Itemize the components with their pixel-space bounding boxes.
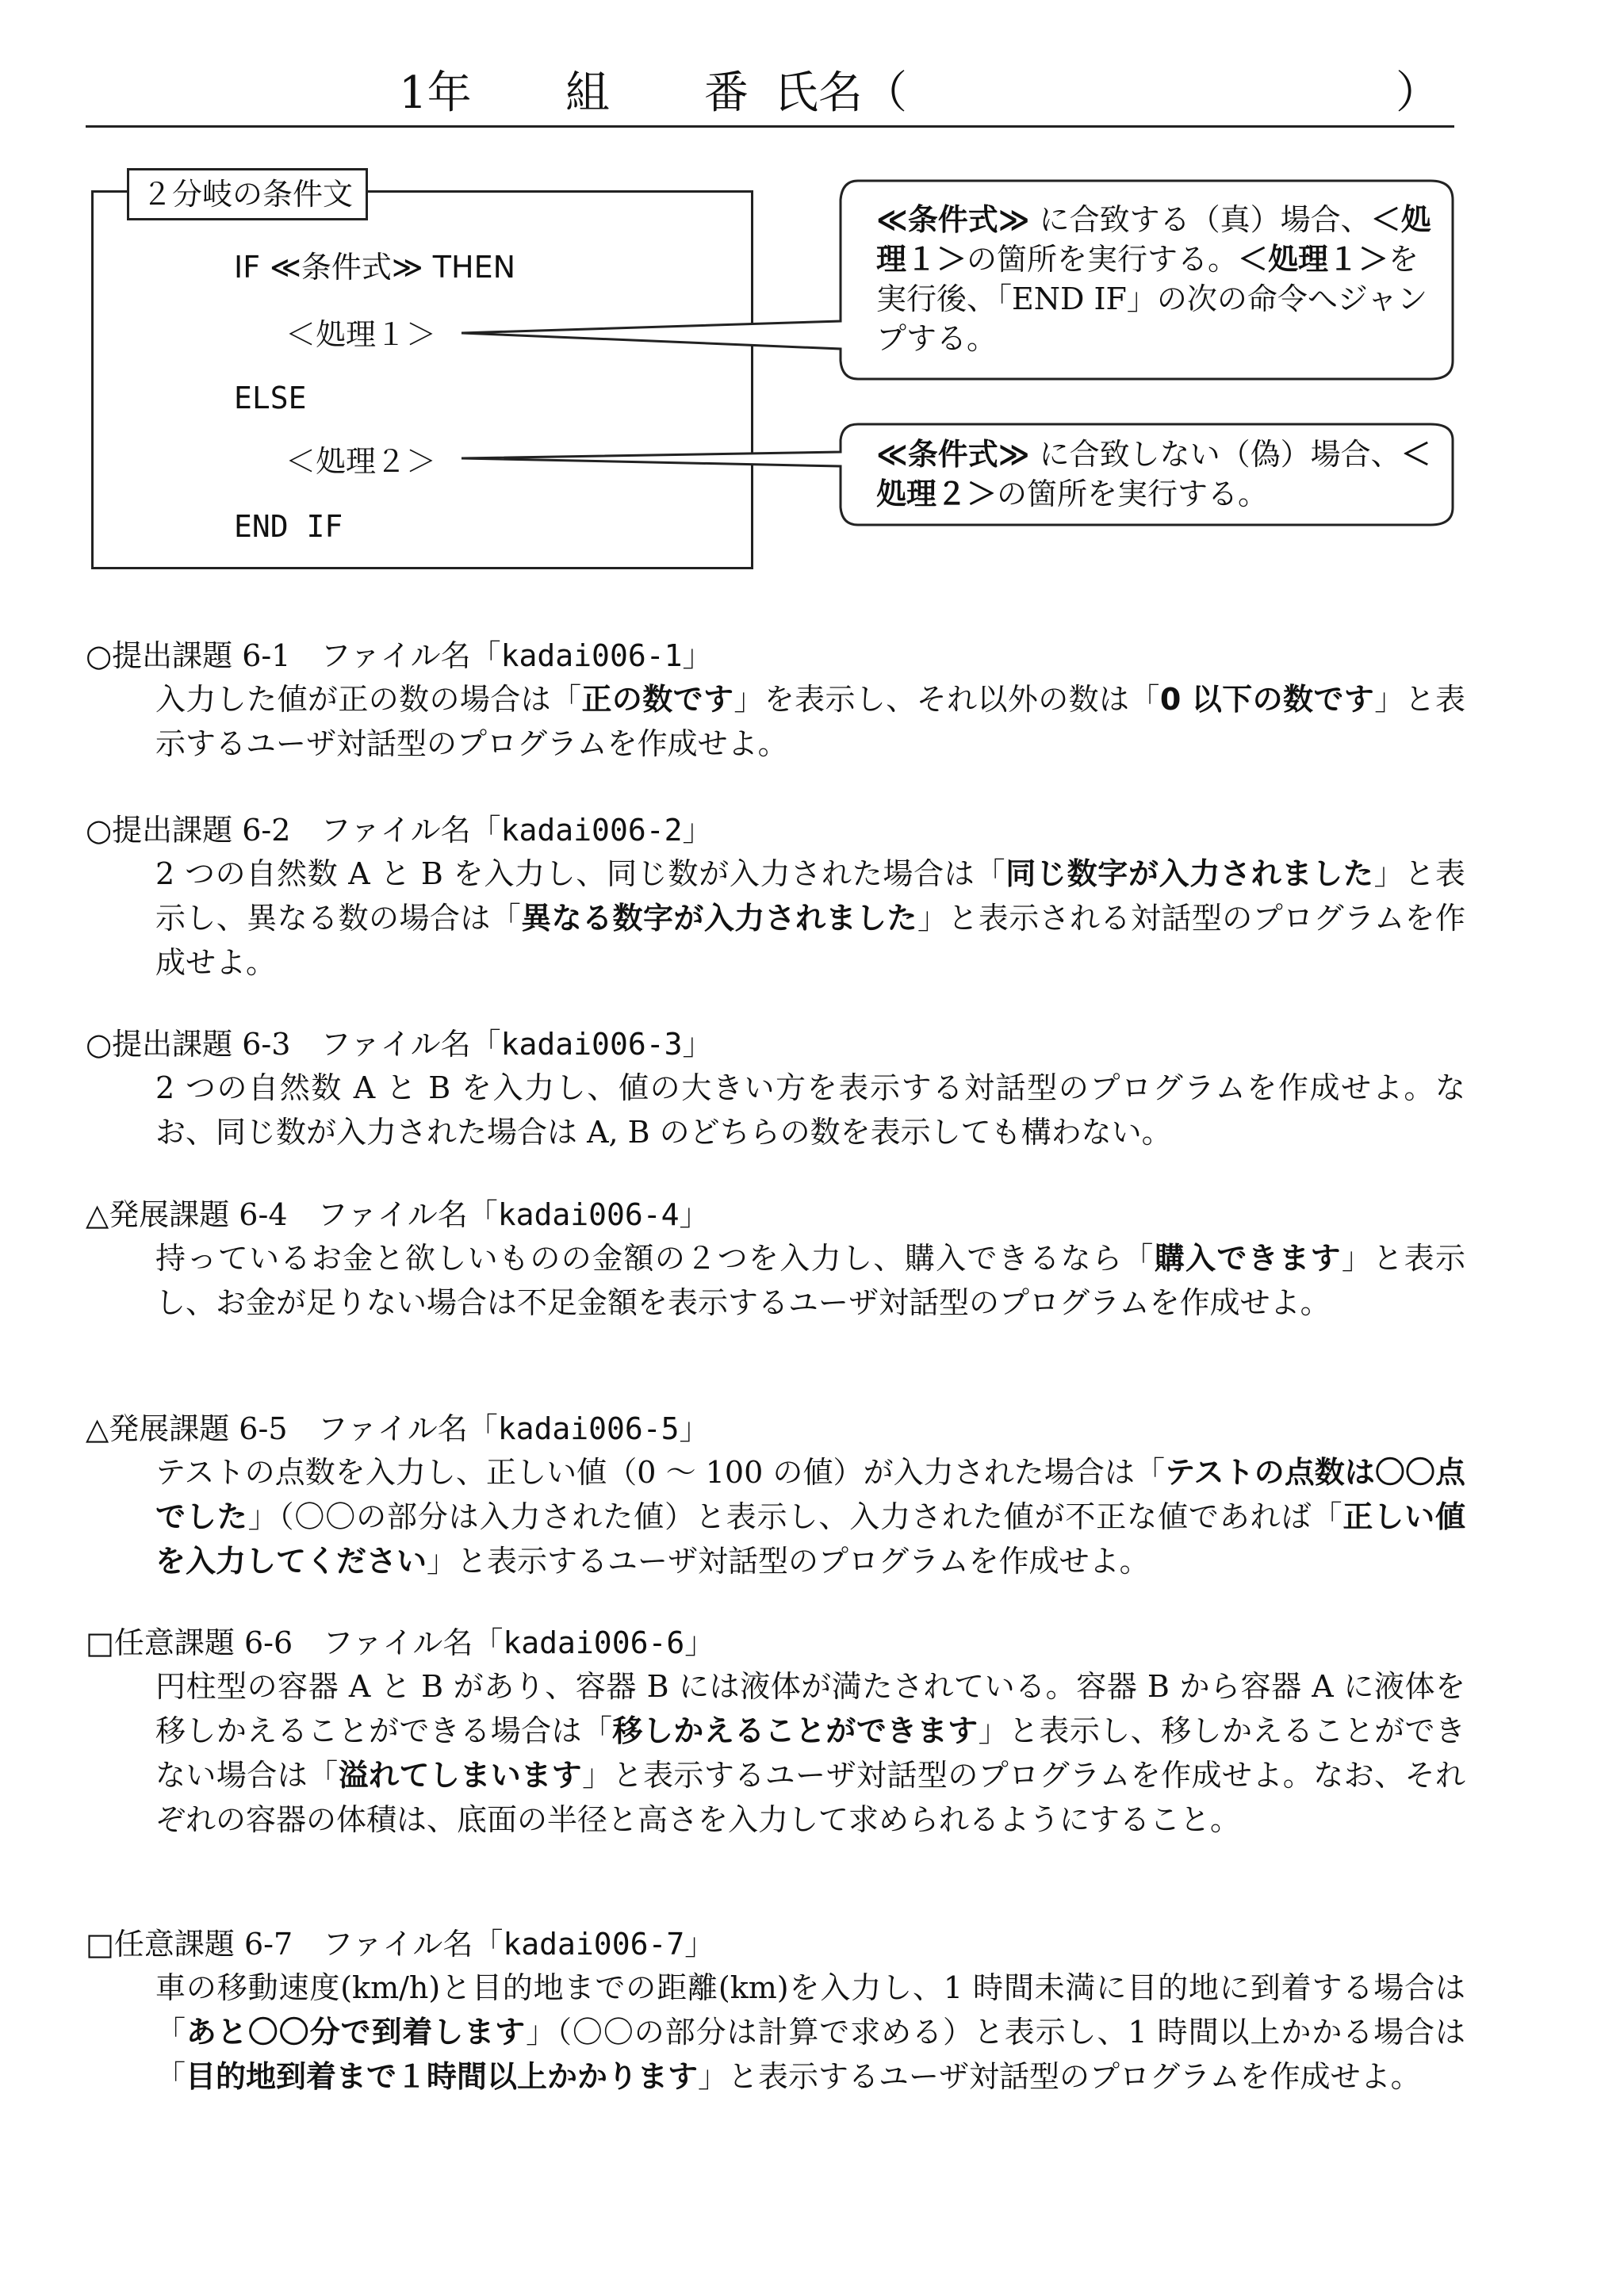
- task-title-end: 」: [682, 638, 713, 673]
- task-6-6: [86, 1621, 1465, 1842]
- task-title: □任意課題 6-7 ファイル名「: [86, 1927, 504, 1962]
- emphasized-text: 購入できます: [1154, 1241, 1342, 1276]
- task-title-end: 」: [679, 1411, 710, 1446]
- code-line-if: IF ≪条件式≫ THEN: [234, 250, 516, 285]
- task-title-end: 」: [679, 1197, 710, 1232]
- task-6-7: [86, 1923, 1465, 2099]
- task-title-end: 」: [684, 1927, 715, 1962]
- emphasized-text: 正の数です: [581, 682, 734, 717]
- body-text: の箇所を実行する。: [997, 477, 1269, 511]
- body-text: 持っているお金と欲しいものの金額の２つを入力し、購入できるなら「: [155, 1241, 1155, 1276]
- body-text: を実行後、「END IF」の次の命令へジャンプする。: [876, 242, 1428, 356]
- body-text: 」と表示するユーザ対話型のプログラムを作成せよ。: [155, 682, 1465, 761]
- body-text: 」と表示するユーザ対話型のプログラムを作成せよ。: [427, 1544, 1150, 1579]
- emphasized-text: ＜処理１＞: [1238, 242, 1389, 277]
- emphasized-text: 移しかえることができます: [612, 1713, 979, 1748]
- body-text: に合致しない（偽）場合、: [1029, 437, 1401, 472]
- body-text: 」と表示し、お金が足りない場合は不足金額を表示するユーザ対話型のプログラムを作成せよ。: [155, 1241, 1465, 1320]
- body-text: 」（〇〇の部分は計算で求める）と表示し、1 時間以上かかる場合は「: [155, 2015, 1465, 2094]
- class-label: 組: [565, 67, 610, 119]
- body-text: 」と表示するユーザ対話型のプログラムを作成せよ。なお、それぞれの容器の体積は、底面の半径と高さを入力して求められるようにすること。: [155, 1758, 1465, 1837]
- task-body: [155, 1236, 1465, 1325]
- emphasized-text: ＜処理１＞: [876, 202, 1431, 277]
- body-text: に合致する（真）場合、: [1029, 202, 1371, 237]
- body-text: 2 つの自然数 A と B を入力し、値の大きい方を表示する対話型のプログラムを作成せよ。なお、同じ数が入力された場合は A, B のどちらの数を表示しても構わない。: [155, 1070, 1465, 1150]
- task-filename: kadai006-2: [500, 813, 683, 848]
- emphasized-text: 溢れてしまいます: [338, 1758, 583, 1793]
- emphasized-text: ＜処理２＞: [876, 437, 1431, 511]
- task-6-1: [86, 634, 1465, 766]
- body-text: の箇所を実行する。: [967, 242, 1239, 277]
- task-6-3: [86, 1023, 1465, 1154]
- body-text: 円柱型の容器 A と B があり、容器 B には液体が満たされている。容器 B から容器 A に液体を移しかえることができる場合は「: [155, 1669, 1465, 1748]
- emphasized-text: 正しい値を入力してください: [155, 1499, 1465, 1579]
- emphasized-text: 目的地到着まで１時間以上かかります: [186, 2059, 699, 2094]
- code-line-process2: ＜処理２＞: [285, 444, 437, 479]
- body-text: 」（〇〇の部分は入力された値）と表示し、入力された値が不正な値であれば「: [247, 1499, 1343, 1534]
- task-title-end: 」: [682, 813, 713, 848]
- task-title-end: 」: [682, 1027, 713, 1062]
- task-filename: kadai006-4: [497, 1197, 680, 1232]
- code-line-else: ELSE: [234, 381, 307, 415]
- task-title: ○提出課題 6-2 ファイル名「: [86, 813, 501, 848]
- body-text: 」と表示するユーザ対話型のプログラムを作成せよ。: [698, 2059, 1421, 2094]
- box-title: ２分岐の条件文: [127, 168, 368, 220]
- body-text: 」と表示し、異なる数の場合は「: [155, 856, 1465, 936]
- code-line-endif: END IF: [234, 509, 343, 544]
- task-6-2: [86, 809, 1465, 985]
- task-filename: kadai006-5: [497, 1411, 680, 1446]
- callout-2-text: [876, 434, 1431, 514]
- task-body: [155, 852, 1465, 985]
- callout-1-text: [876, 200, 1431, 358]
- task-filename: kadai006-6: [503, 1625, 685, 1660]
- emphasized-text: 同じ数字が入力されました: [1005, 856, 1374, 891]
- task-title-end: 」: [684, 1625, 715, 1660]
- emphasized-text: ≪条件式≫: [876, 202, 1030, 237]
- task-body: [155, 677, 1465, 766]
- emphasized-text: あと〇〇分で到着します: [186, 2015, 527, 2050]
- task-title: □任意課題 6-6 ファイル名「: [86, 1625, 504, 1660]
- task-filename: kadai006-7: [503, 1927, 685, 1962]
- body-text: 」と表示し、移しかえることができない場合は「: [155, 1713, 1465, 1793]
- task-filename: kadai006-3: [500, 1027, 683, 1062]
- task-body: [155, 1066, 1465, 1154]
- task-body: [155, 1450, 1465, 1583]
- body-text: 」を表示し、それ以外の数は「: [733, 682, 1160, 717]
- task-filename: kadai006-1: [500, 638, 683, 673]
- body-text: 車の移動速度(km/h)と目的地までの距離(km)を入力し、1 時間未満に目的地に到着する場合は「: [155, 1970, 1465, 2050]
- number-label: 番: [704, 67, 749, 119]
- emphasized-text: 0 以下の数です: [1159, 682, 1375, 717]
- name-close-paren: ）: [1396, 67, 1440, 119]
- emphasized-text: ≪条件式≫: [876, 437, 1030, 472]
- task-title: ○提出課題 6-1 ファイル名「: [86, 638, 501, 673]
- grade-label: 1年: [399, 67, 472, 119]
- task-title: △発展課題 6-5 ファイル名「: [86, 1411, 498, 1446]
- name-label: 氏名（: [774, 67, 907, 119]
- task-title: ○提出課題 6-3 ファイル名「: [86, 1027, 501, 1062]
- task-body: [155, 1966, 1465, 2099]
- task-6-4: [86, 1193, 1465, 1325]
- body-text: 」と表示される対話型のプログラムを作成せよ。: [155, 901, 1465, 980]
- body-text: 入力した値が正の数の場合は「: [155, 682, 582, 717]
- code-line-process1: ＜処理１＞: [285, 317, 437, 352]
- task-title: △発展課題 6-4 ファイル名「: [86, 1197, 498, 1232]
- task-6-5: [86, 1407, 1465, 1583]
- body-text: 2 つの自然数 A と B を入力し、同じ数が入力された場合は「: [155, 856, 1006, 891]
- task-body: [155, 1664, 1465, 1842]
- emphasized-text: 異なる数字が入力されました: [521, 901, 917, 936]
- emphasized-text: テストの点数は〇〇点でした: [155, 1455, 1465, 1534]
- body-text: テストの点数を入力し、正しい値（0 ～ 100 の値）が入力された場合は「: [155, 1455, 1166, 1490]
